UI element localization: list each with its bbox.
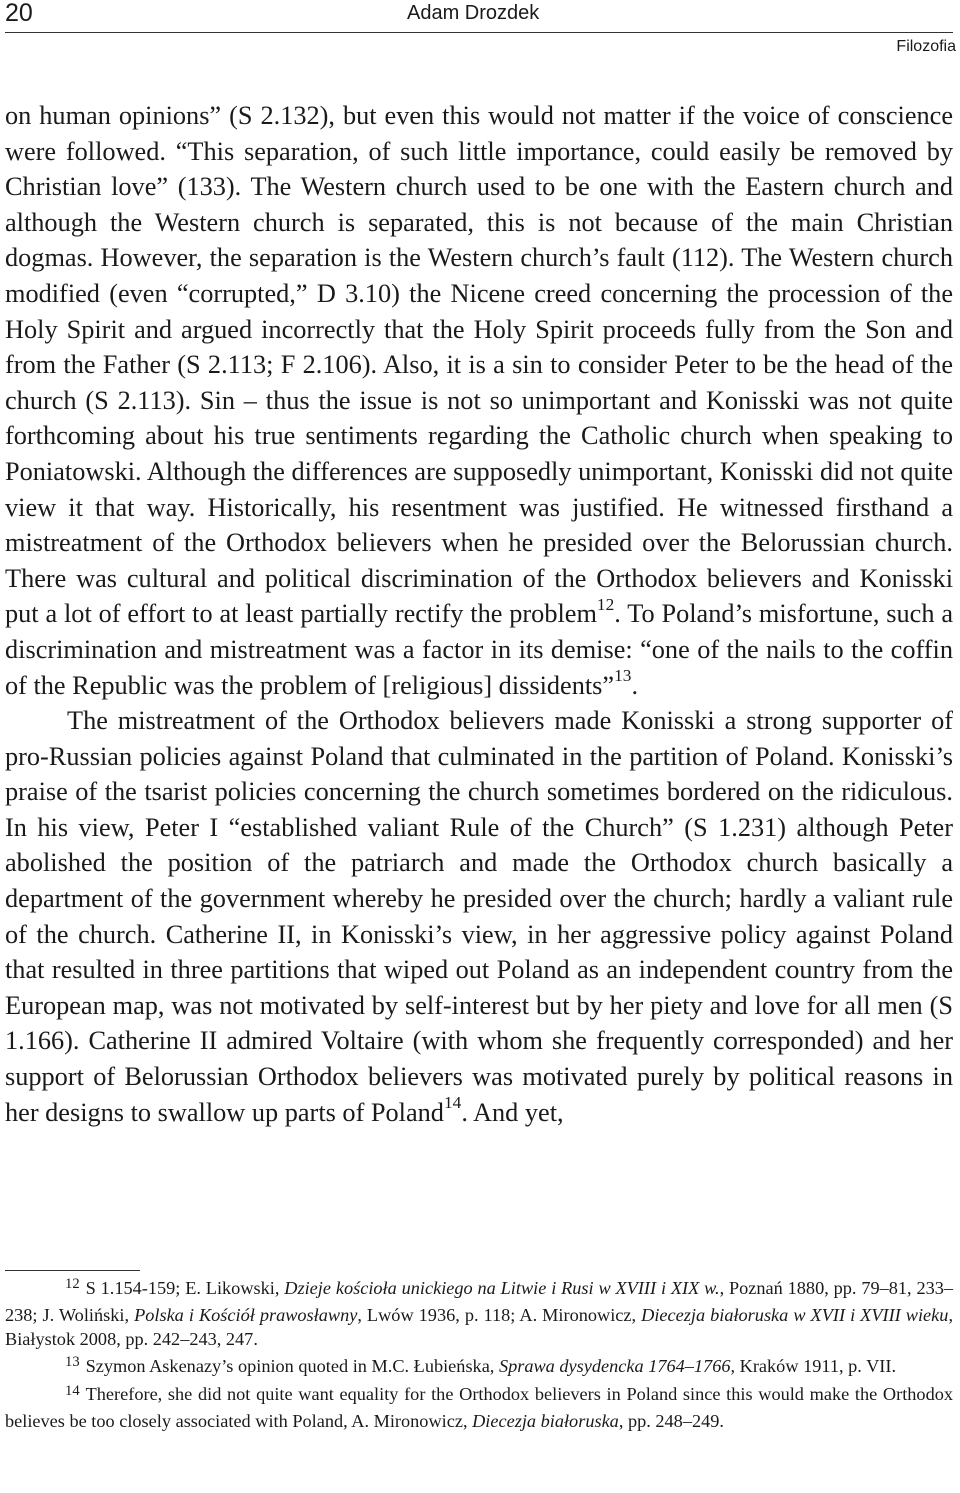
footnote-title: Dzieje kościoła unickiego na Litwie i Rusi w XVIII i XIX w. xyxy=(284,1278,720,1298)
footnote-separator xyxy=(5,1270,140,1271)
paragraph xyxy=(5,703,953,1130)
footnote-number: 13 xyxy=(65,1353,80,1370)
page-number: 20 xyxy=(5,0,33,27)
footnote-12 xyxy=(5,1276,953,1352)
footnote-text: , Poznań 1880, pp. 79–81, 233–238; J. Woliński, xyxy=(5,1278,954,1325)
running-head-author: Adam Drozdek xyxy=(407,2,540,24)
footnote-ref-13[interactable]: 13 xyxy=(614,666,632,686)
footnote-text: Szymon Askenazy’s opinion quoted in M.C. Łubieńska, xyxy=(85,1355,499,1376)
paragraph-text: The mistreatment of the Orthodox believers made Konisski a strong supporter of pro-Russian policies against Poland that culminated in the partition of Poland. Konisski’s praise of the tsarist policies concerning the church sometimes bordered on the ridiculous. In his view, Peter I “established valiant Rule of the Church” (S 1.231) although Peter abolished the position of the patriarch and made the Orthodox church basically a department of the government whereby he presided over the church; hardly a valiant rule of the church. Catherine II, in Konisski’s view, in her aggressive policy against Poland that resulted in three partitions that wiped out Poland as an independent country from the European map, was not motivated by self-interest but by her piety and love for all men (S 1.166). Catherine II admired Voltaire (with whom she frequently corresponded) and her support of Belorussian Orthodox believers was motivated purely by political reasons in her designs to swallow up parts of Poland xyxy=(5,706,953,1127)
footnote-text: Kraków 1911, p. VII. xyxy=(735,1355,897,1376)
footnote-text: Therefore, she did not quite want equality for the Orthodox believers in Poland since this would make the Orthodox believes be too closely associated with Poland, A. Mironowicz, xyxy=(5,1384,953,1431)
footnote-text: , Białystok 2008, pp. 242–243, 247. xyxy=(5,1304,954,1350)
paragraph-text: . To Poland’s misfortune, such a discrimination and mistreatment was a factor in its demise: “one of the nails to the coffin of the Republic was the problem of [religious] dissidents” xyxy=(5,599,953,700)
footnote-title: Polska i Kościół prawosławny xyxy=(134,1304,358,1325)
paragraph-text: . And yet, xyxy=(461,1097,564,1127)
footnote-text: S 1.154-159; E. Likowski, xyxy=(85,1278,285,1298)
footnote-title: Sprawa dysydencka 1764–1766, xyxy=(498,1355,736,1376)
running-head xyxy=(5,0,953,33)
paragraph xyxy=(5,98,953,703)
footnote-title: Diecezja białoruska xyxy=(472,1410,619,1431)
footnote-title: Diecezja białoruska w XVII i XVIII wieku xyxy=(641,1304,949,1325)
footnote-number: 14 xyxy=(65,1382,80,1399)
footnotes xyxy=(5,1276,953,1436)
footnote-number: 12 xyxy=(65,1276,80,1293)
running-head-section: Filozofia xyxy=(896,38,956,55)
paragraph-text: on human opinions” (S 2.132), but even this would not matter if the voice of conscience were followed. “This separation, of such little importance, could easily be removed by Christian love” (133). The Western church used to be one with the Eastern church and although the Western church is separated, this is not because of the main Christian dogmas. However, the separation is the Western church’s fault (112). The Western church modified (even “corrupted,” D 3.10) the Nicene creed concerning the procession of the Holy Spirit and argued incorrectly that the Holy Spirit proceeds fully from the Son and from the Father (S 2.113; F 2.106). Also, it is a sin to consider Peter to be the head of the church (S 2.113). Sin – thus the issue is not so unimportant and Konisski was not quite forthcoming about his true sentiments regarding the Catholic church when speaking to Poniatowski. Although the differences are supposedly unimportant, Konisski did not quite view it that way. Historically, his resentment was justified. He witnessed firsthand a mistreatment of the Orthodox believers when he presided over the Belorussian church. There was cultural and political discrimination of the Orthodox believers and Konisski put a lot of effort to at least partially rectify the problem xyxy=(5,101,953,629)
footnote-14 xyxy=(5,1382,953,1433)
footnote-ref-12[interactable]: 12 xyxy=(596,594,615,614)
footnote-ref-14[interactable]: 14 xyxy=(443,1093,462,1113)
footnote-text: , Lwów 1936, p. 118; A. Mironowicz, xyxy=(357,1304,642,1325)
footnote-13 xyxy=(5,1354,953,1381)
paragraph-text: . xyxy=(631,670,639,700)
body-text xyxy=(5,98,953,1130)
footnote-text: , pp. 248–249. xyxy=(618,1410,724,1431)
